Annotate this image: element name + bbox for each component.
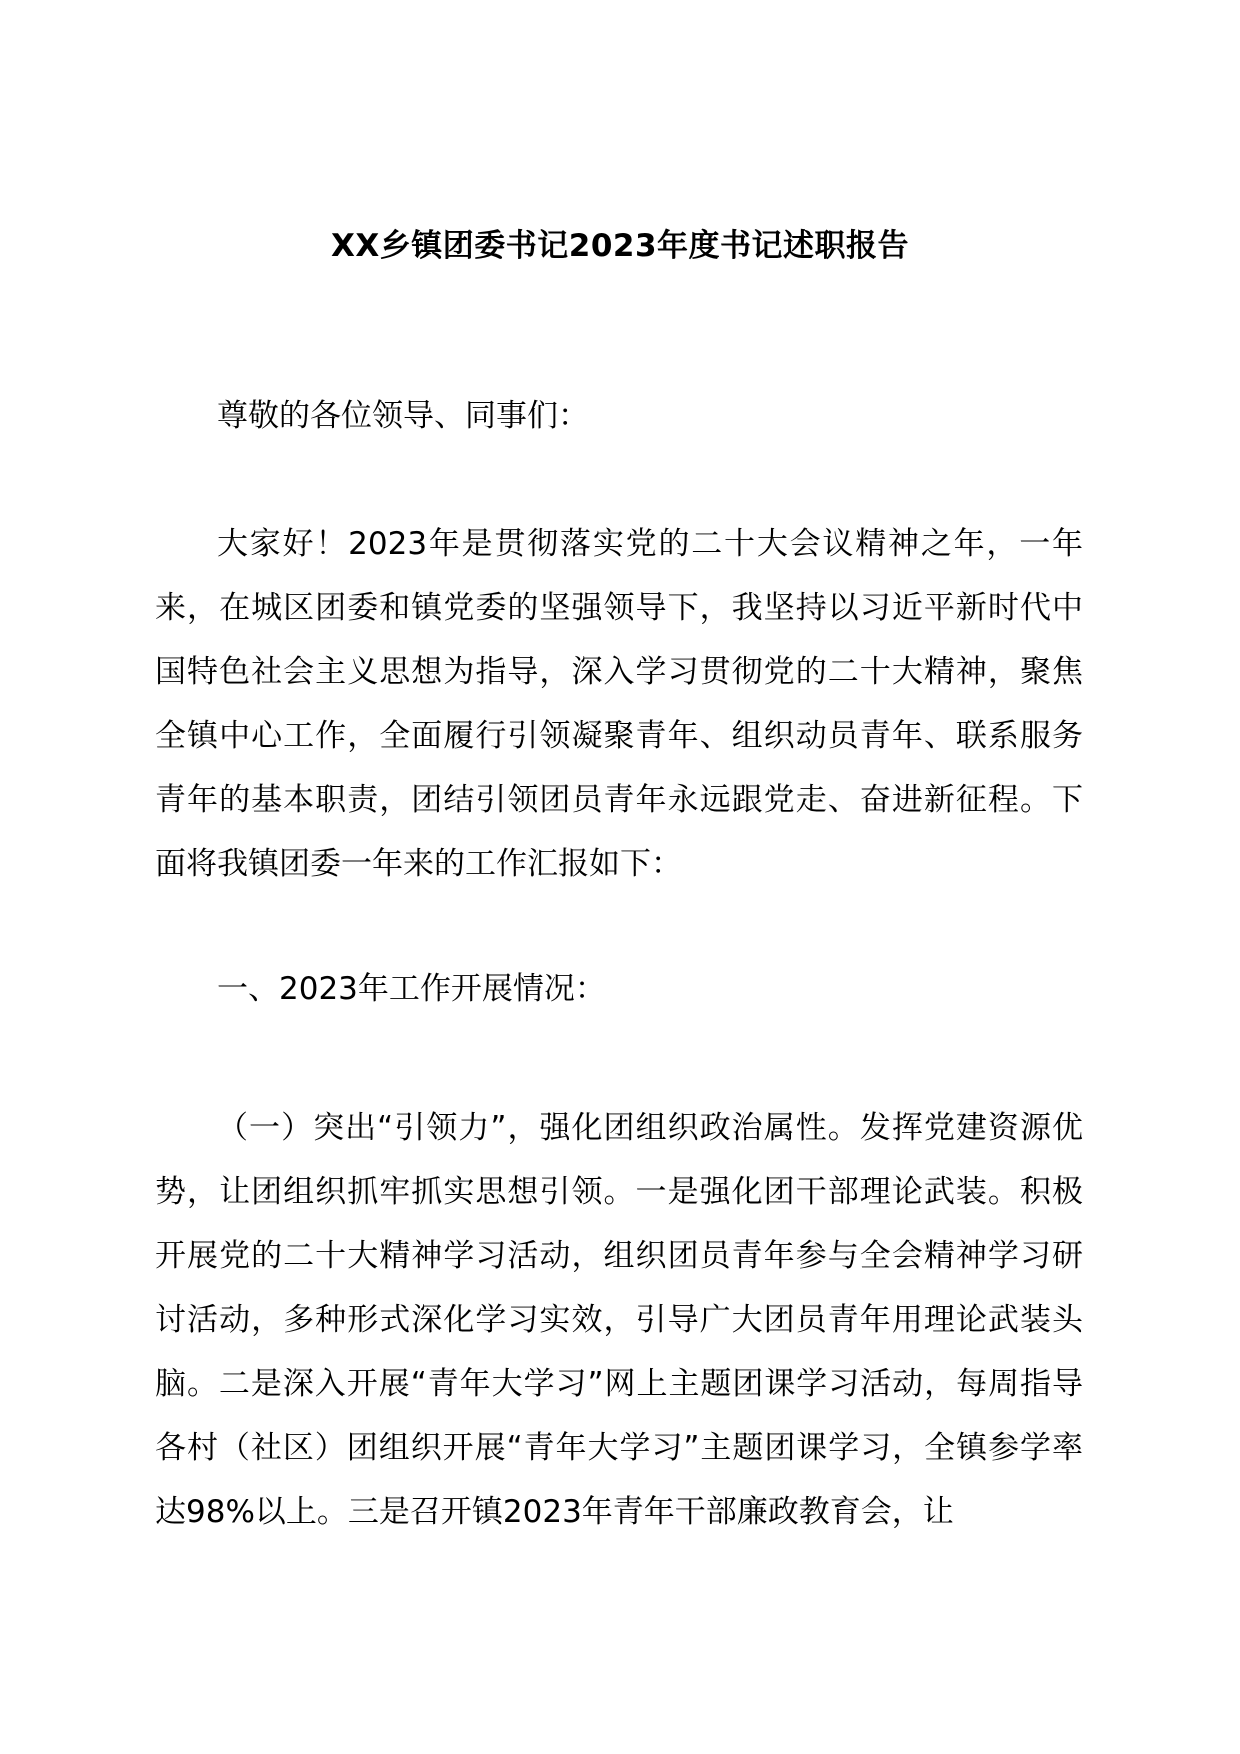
salutation: 尊敬的各位领导、同事们： [217, 398, 589, 434]
document-title: XX乡镇团委书记2023年度书记述职报告 [330, 228, 910, 264]
section-1-paragraph-1: （一）突出“引领力”，强化团组织政治属性。发挥党建资源优势，让团组织抓牢抓实思想引领。一是强化团干部理论武装。积极开展党的二十大精神学习活动，组织团员青年参与全会精神学习研讨活动，多种形式深化学习实效，引导广大团员青年用理论武装头脑。二是深入开展“青年大学习”网上主题团课学习活动，每周指导各村（社区）团组织开展“青年大学习”主题团课学习，全镇参学率达98%以上。三是召开镇2023年青年干部廉政教育会，让 [155, 1110, 1083, 1530]
section-heading-1: 一、2023年工作开展情况： [217, 971, 606, 1007]
intro-paragraph: 大家好！2023年是贯彻落实党的二十大会议精神之年，一年来，在城区团委和镇党委的坚强领导下，我坚持以习近平新时代中国特色社会主义思想为指导，深入学习贯彻党的二十大精神，聚焦全镇中心工作，全面履行引领凝聚青年、组织动员青年、联系服务青年的基本职责，团结引领团员青年永远跟党走、奋进新征程。下面将我镇团委一年来的工作汇报如下： [155, 526, 1083, 882]
